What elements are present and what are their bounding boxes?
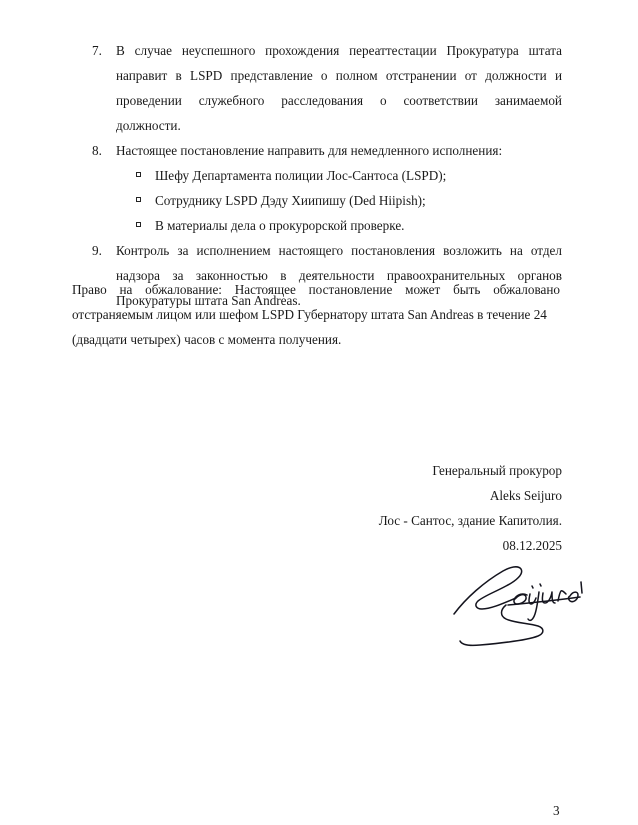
list-item-8-text: Настоящее постановление направить для немедленного исполнения: [116, 143, 503, 158]
list-item-7-text: В случае неуспешного прохождения переаттестации Прокуратура штата направит в LSPD представление о полном отстранении от должности и проведении служебного расследования о соответствии занимаемой должности. [116, 43, 562, 133]
sub-bullet-list [116, 163, 562, 238]
hollow-square-bullet-icon [136, 222, 141, 227]
hollow-square-bullet-icon [136, 172, 141, 177]
list-item-7 [72, 38, 562, 138]
list-marker-7: 7. [92, 43, 102, 58]
signatory-name: Aleks Seijuro [489, 488, 562, 503]
signature-block [202, 458, 562, 558]
signatory-location: Лос - Сантос, здание Капитолия. [378, 513, 562, 528]
sub-list-item-1-text: Шефу Департамента полиции Лос-Сантоса (LSPD); [155, 168, 447, 183]
sub-list-item-2-text: Сотруднику LSPD Дэду Хиипишу (Ded Hiipish); [155, 193, 426, 208]
signatory-title: Генеральный прокурор [432, 463, 562, 478]
appeal-paragraph-last-line: (двадцати четырех) часов с момента получения. [72, 332, 342, 347]
list-item-9-text: Контроль за исполнением настоящего постановления возложить на отдел надзора за законностью в деятельности правоохранительных органов Прокуратуры штата San Andreas. [116, 243, 562, 308]
sub-list-item-2 [116, 188, 562, 213]
hollow-square-bullet-icon [136, 197, 141, 202]
list-marker-8: 8. [92, 143, 102, 158]
appeal-paragraph [72, 277, 560, 352]
sub-list-item-3 [116, 213, 562, 238]
page-number: 3 [553, 803, 560, 818]
numbered-list [72, 38, 562, 313]
handwritten-signature-icon [448, 556, 598, 648]
appeal-paragraph-body: Право на обжалование: Настоящее постановление может быть обжаловано отстраняемым лицом или шефом LSPD Губернатору штата San Andreas в течение 24 [72, 282, 560, 322]
sub-list-item-3-text: В материалы дела о прокурорской проверке. [155, 218, 405, 233]
list-item-8 [72, 138, 562, 238]
signature-date: 08.12.2025 [502, 538, 562, 553]
list-marker-9: 9. [92, 243, 102, 258]
sub-list-item-1 [116, 163, 562, 188]
